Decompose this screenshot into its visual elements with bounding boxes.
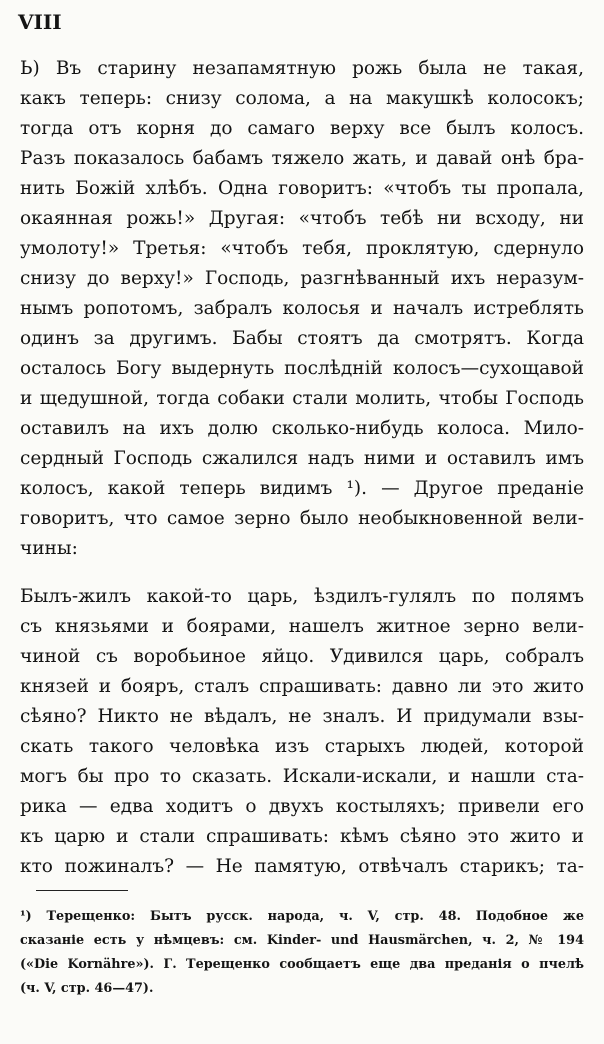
text-line: Ь) Въ старину незапамятную рожь была не такая, [20, 58, 584, 79]
text-line: оставилъ на ихъ долю сколько-нибудь колоса. Мило- [20, 418, 584, 439]
text-line: князей и бояръ, сталъ спрашивать: давно ли это жито [20, 676, 584, 697]
footnote-line: сказаніе есть у нѣмцевъ: см. Kinder- und Hausmärchen, ч. 2, № 194 [20, 933, 584, 948]
text-line: тогда отъ корня до самаго верху все былъ колосъ. [20, 118, 584, 139]
footnote-line: ¹) Терещенко: Бытъ русск. народа, ч. V, стр. 48. Подобное же [20, 909, 584, 924]
footnote-divider [36, 890, 128, 891]
text-line: какъ теперь: снизу солома, а на макушкѣ колосокъ; [20, 88, 584, 109]
text-line: сѣяно? Никто не вѣдалъ, не зналъ. И придумали взы- [20, 706, 584, 727]
text-line: колосъ, какой теперь видимъ ¹). — Другое преданіе [20, 478, 584, 499]
text-line: скать такого человѣка изъ старыхъ людей, которой [20, 736, 584, 757]
text-line: сердный Господь сжалился надъ ними и оставилъ имъ [20, 448, 584, 469]
text-line: нить Божій хлѣбъ. Одна говоритъ: «чтобъ ты пропала, [20, 178, 584, 199]
text-line: нымъ ропотомъ, забралъ колосья и началъ истреблять [20, 298, 584, 319]
text-line: Разъ показалось бабамъ тяжело жать, и давай онѣ бра- [20, 148, 584, 169]
footnote-line: (ч. V, стр. 46—47). [20, 981, 154, 996]
text-line: рика — едва ходитъ о двухъ костыляхъ; привели его [20, 796, 584, 817]
text-line: умолоту!» Третья: «чтобъ тебя, проклятую, сдернуло [20, 238, 584, 259]
text-line: могъ бы про то сказать. Искали-искали, и нашли ста- [20, 766, 584, 787]
footnote-line: («Die Kornähre»). Г. Терещенко сообщаетъ еще два преданія о пчелѣ [20, 957, 584, 972]
text-line: снизу до верху!» Господь, разгнѣванный ихъ неразум- [20, 268, 584, 289]
text-line: окаянная рожь!» Другая: «чтобъ тебѣ ни всходу, ни [20, 208, 584, 229]
text-line: чины: [20, 538, 78, 559]
text-line: кто пожиналъ? — Не памятую, отвѣчалъ старикъ; та- [20, 856, 584, 877]
text-line: говоритъ, что самое зерно было необыкновенной вели- [20, 508, 584, 529]
text-line: съ князьями и боярами, нашелъ житное зерно вели- [20, 616, 584, 637]
text-line: одинъ за другимъ. Бабы стоятъ да смотрятъ. Когда [20, 328, 584, 349]
text-line: чиной съ воробьиное яйцо. Удивился царь, собралъ [20, 646, 584, 667]
text-line: осталось Богу выдернуть послѣдній колосъ—сухощавой [20, 358, 584, 379]
text-line: Былъ-жилъ какой-то царь, ѣздилъ-гулялъ по полямъ [20, 586, 584, 607]
text-line: и щедушной, тогда собаки стали молить, чтобы Господь [20, 388, 584, 409]
text-line: къ царю и стали спрашивать: кѣмъ сѣяно это жито и [20, 826, 584, 847]
page-number: VIII [18, 10, 62, 34]
